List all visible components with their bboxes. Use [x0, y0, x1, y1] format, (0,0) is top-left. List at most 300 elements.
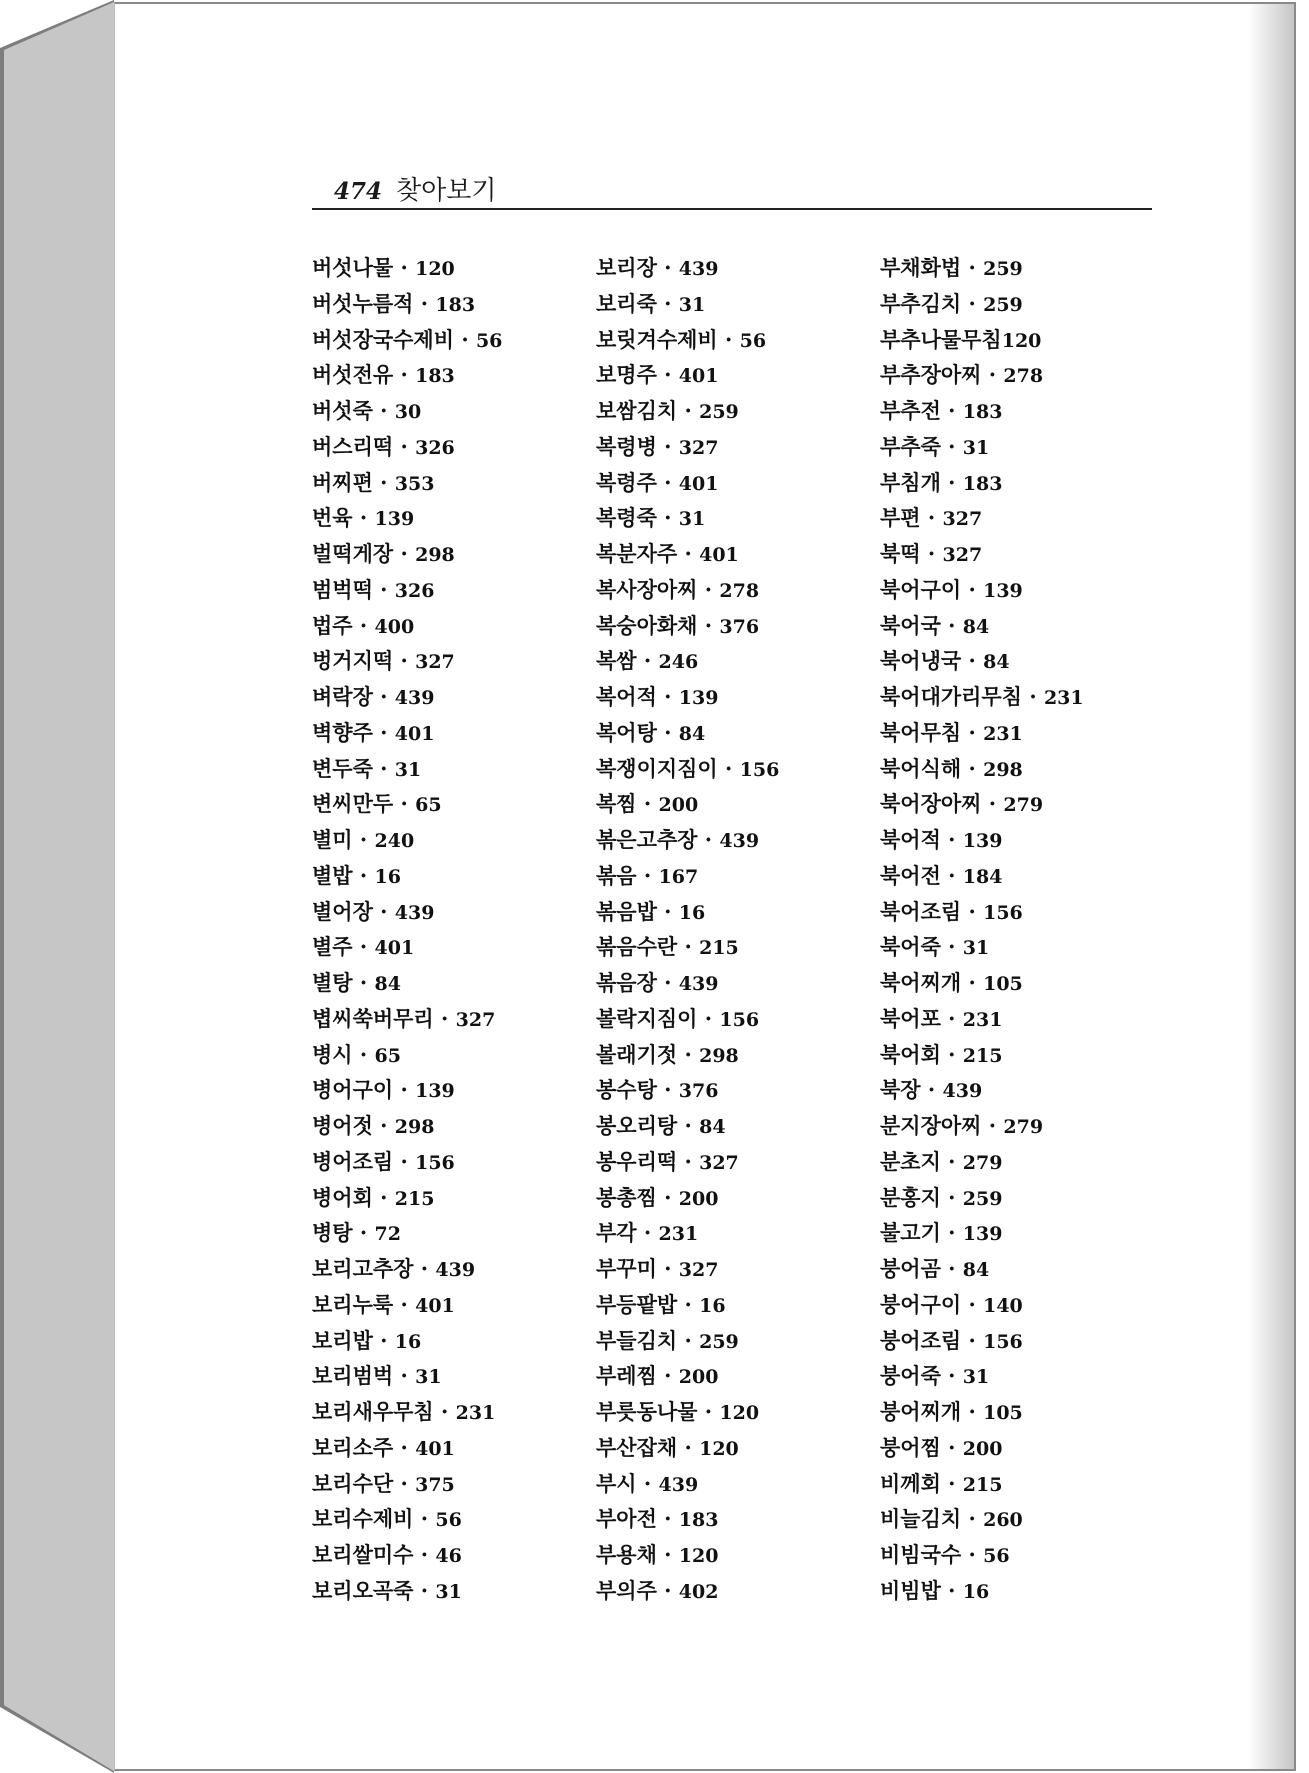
index-term: 부편	[880, 506, 921, 531]
index-separator: ·	[677, 1434, 700, 1460]
index-separator: ·	[940, 1184, 963, 1210]
index-entry	[880, 500, 1132, 536]
index-term: 비께회	[880, 1471, 941, 1496]
index-term: 부산잡채	[596, 1435, 678, 1460]
index-page-number: 56	[435, 1509, 462, 1532]
index-page-number: 200	[962, 1437, 1003, 1460]
index-entry	[596, 393, 880, 429]
index-entry	[596, 858, 880, 894]
index-page-number: 231	[983, 722, 1023, 745]
index-separator: ·	[393, 791, 416, 817]
index-entry	[596, 357, 880, 393]
index-page-number: 156	[739, 758, 780, 781]
index-separator: ·	[961, 898, 984, 924]
index-entry	[312, 679, 596, 715]
index-separator: ·	[352, 827, 375, 852]
index-separator: ·	[656, 1077, 679, 1103]
index-entry	[880, 322, 1132, 358]
index-separator: ·	[656, 1506, 679, 1532]
index-entry	[880, 1573, 1132, 1609]
index-term: 북어국	[880, 613, 941, 638]
index-separator: ·	[961, 1399, 984, 1424]
index-term: 복쟁이지짐이	[596, 756, 718, 781]
index-separator: ·	[940, 612, 963, 638]
index-entry	[312, 786, 596, 822]
index-term: 별탕	[312, 971, 353, 995]
index-term: 볶음	[596, 863, 637, 888]
index-term: 부레찜	[596, 1364, 657, 1389]
page-edge-shadow	[1248, 4, 1294, 1769]
index-separator: ·	[352, 934, 375, 960]
index-separator: ·	[656, 1542, 679, 1567]
index-page-number: 353	[394, 472, 435, 495]
index-page-number: 120	[699, 1437, 739, 1460]
index-separator: ·	[920, 1077, 943, 1103]
index-separator: ·	[940, 1041, 963, 1067]
index-entry	[880, 536, 1132, 572]
index-term: 복령병	[596, 434, 657, 459]
index-page-number: 376	[678, 1080, 719, 1103]
index-separator: ·	[393, 1434, 416, 1460]
index-term: 불고기	[880, 1221, 941, 1246]
index-term: 부아전	[596, 1507, 657, 1532]
index-separator: ·	[372, 719, 395, 745]
index-page-number: 215	[394, 1187, 435, 1210]
index-entry	[312, 1108, 596, 1144]
index-entry	[312, 357, 596, 393]
index-separator: ·	[372, 684, 395, 709]
index-separator: ·	[656, 1363, 679, 1389]
index-term: 부추나물무침	[880, 327, 1002, 352]
index-page-number: 120	[1001, 329, 1042, 352]
index-term: 보리오곡죽	[312, 1578, 414, 1603]
index-separator: ·	[677, 398, 700, 423]
index-entry	[312, 536, 596, 572]
index-separator: ·	[940, 827, 963, 852]
index-page-number: 84	[962, 615, 990, 638]
index-page-number: 327	[678, 436, 719, 459]
index-entry	[880, 1072, 1132, 1108]
index-entry	[312, 1287, 596, 1323]
index-page-number: 327	[942, 544, 983, 566]
index-separator: ·	[352, 612, 375, 638]
header-divider	[312, 208, 1152, 210]
index-term: 복사장아찌	[596, 577, 698, 602]
index-term: 보리장	[596, 256, 657, 280]
index-entry	[596, 1323, 880, 1359]
index-entry	[880, 286, 1132, 322]
index-separator: ·	[393, 648, 416, 674]
index-entry	[312, 822, 596, 858]
index-separator: ·	[433, 1399, 456, 1424]
index-entry	[312, 1072, 596, 1108]
index-page-number: 65	[415, 794, 442, 817]
index-separator: ·	[393, 255, 416, 280]
index-separator: ·	[1022, 684, 1044, 709]
index-separator: ·	[372, 398, 395, 423]
index-separator: ·	[961, 1327, 984, 1353]
index-separator: ·	[656, 1577, 679, 1603]
index-term: 범벅떡	[312, 577, 373, 602]
index-term: 부꾸미	[596, 1257, 657, 1281]
index-page-number: 376	[719, 615, 760, 638]
index-separator: ·	[940, 862, 963, 888]
index-separator: ·	[372, 469, 395, 495]
index-term: 부각	[596, 1221, 637, 1246]
index-term: 북어조림	[880, 899, 962, 924]
index-term: 보리죽	[596, 291, 657, 316]
index-entry	[596, 1430, 880, 1466]
index-page-number: 183	[962, 401, 1003, 423]
index-term: 복숭아화채	[596, 613, 698, 638]
index-term: 북어회	[880, 1042, 941, 1067]
index-separator: ·	[352, 862, 375, 888]
index-separator: ·	[961, 290, 984, 316]
index-term: 병어젓	[312, 1114, 373, 1138]
index-page-number: 401	[415, 1437, 455, 1460]
index-entry	[880, 465, 1132, 501]
index-page-number: 259	[699, 1330, 739, 1353]
index-page-number: 439	[678, 973, 719, 995]
index-page-number: 184	[962, 865, 1003, 888]
index-entry	[880, 1394, 1132, 1430]
index-page-number: 105	[983, 1402, 1023, 1424]
index-page-number: 65	[374, 1044, 401, 1067]
index-term: 병탕	[312, 1221, 353, 1246]
index-separator: ·	[636, 648, 659, 674]
index-page-number: 139	[678, 687, 719, 709]
index-separator: ·	[393, 1077, 416, 1103]
index-separator: ·	[656, 970, 679, 995]
index-term: 보리누룩	[312, 1292, 394, 1317]
index-entry	[880, 894, 1132, 930]
index-page-number: 401	[394, 722, 435, 745]
index-entry	[312, 1001, 596, 1037]
index-entry	[880, 1501, 1132, 1537]
index-separator: ·	[413, 1256, 436, 1281]
index-entry	[596, 1144, 880, 1180]
index-term: 보리수제비	[312, 1507, 414, 1532]
index-separator: ·	[697, 827, 720, 852]
index-separator: ·	[677, 1113, 700, 1138]
index-term: 변두죽	[312, 756, 373, 781]
index-entry	[880, 1430, 1132, 1466]
index-separator: ·	[920, 505, 943, 531]
index-page-number: 31	[678, 293, 706, 316]
index-entry	[312, 1537, 596, 1573]
index-entry	[880, 1037, 1132, 1073]
index-entry	[880, 1251, 1132, 1287]
index-term: 봉우리떡	[596, 1149, 678, 1174]
index-entry	[312, 1501, 596, 1537]
index-term: 북어식해	[880, 756, 962, 781]
index-page-number: 327	[415, 651, 455, 674]
index-separator: ·	[961, 719, 984, 745]
index-term: 보리수단	[312, 1471, 394, 1496]
index-separator: ·	[656, 433, 679, 459]
index-term: 붕어죽	[880, 1364, 941, 1389]
index-term: 북어포	[880, 1006, 941, 1031]
index-separator: ·	[717, 326, 740, 352]
index-entry	[312, 608, 596, 644]
index-entry	[880, 393, 1132, 429]
index-term: 보쌈김치	[596, 399, 678, 423]
index-entry	[596, 715, 880, 751]
index-term: 비빔밥	[880, 1578, 941, 1603]
index-separator: ·	[352, 1220, 375, 1246]
index-separator: ·	[677, 1041, 700, 1067]
index-entry	[880, 786, 1132, 822]
index-page-number: 46	[435, 1545, 462, 1567]
index-entry	[880, 929, 1132, 965]
index-page-number: 120	[678, 1545, 719, 1567]
index-separator: ·	[656, 898, 679, 924]
index-page-number: 156	[415, 1151, 455, 1174]
index-page-number: 215	[962, 1473, 1003, 1496]
index-term: 병어회	[312, 1185, 373, 1210]
index-term: 보명주	[596, 363, 657, 388]
index-separator: ·	[393, 1470, 416, 1496]
index-term: 벙거지떡	[312, 649, 394, 674]
index-separator: ·	[656, 1256, 679, 1281]
index-separator: ·	[393, 362, 416, 388]
index-page-number: 31	[962, 436, 990, 459]
index-separator: ·	[961, 1542, 984, 1567]
index-entry	[596, 894, 880, 930]
index-separator: ·	[393, 433, 416, 459]
index-entry	[880, 1537, 1132, 1573]
index-page-number: 56	[739, 329, 767, 352]
index-entry	[312, 429, 596, 465]
index-term: 복쌈	[596, 649, 637, 674]
index-entry	[312, 465, 596, 501]
index-separator: ·	[656, 290, 679, 316]
index-term: 복찜	[596, 792, 637, 817]
index-separator: ·	[920, 541, 943, 566]
index-entry	[312, 572, 596, 608]
index-page-number: 215	[962, 1044, 1003, 1067]
index-page-number: 231	[962, 1008, 1003, 1031]
index-separator: ·	[940, 1220, 963, 1246]
index-term: 버찌편	[312, 470, 373, 495]
index-page-number: 167	[658, 865, 699, 888]
index-entry	[596, 1394, 880, 1430]
index-page-number: 327	[699, 1151, 739, 1174]
index-separator: ·	[677, 1291, 700, 1317]
index-separator: ·	[697, 1399, 720, 1424]
index-term: 보리소주	[312, 1435, 394, 1460]
index-page-number: 231	[1043, 687, 1084, 709]
index-term: 보리쌀미수	[312, 1543, 414, 1567]
index-entry	[312, 1358, 596, 1394]
index-page-number: 84	[962, 1259, 990, 1281]
index-term: 붕어찜	[880, 1435, 941, 1460]
index-separator: ·	[677, 541, 700, 566]
index-entry	[312, 1394, 596, 1430]
index-term: 북어적	[880, 828, 941, 852]
index-entry	[596, 1108, 880, 1144]
index-separator: ·	[454, 326, 476, 352]
index-page-number: 56	[475, 329, 503, 352]
index-page-number: 401	[678, 472, 719, 495]
index-separator: ·	[677, 934, 700, 960]
index-page-number: 439	[942, 1080, 983, 1103]
index-term: 북어대가리무침	[880, 685, 1023, 709]
index-page-number: 327	[678, 1259, 719, 1281]
index-page-number: 139	[374, 508, 415, 531]
page-title: 찾아보기	[396, 176, 497, 206]
index-separator: ·	[352, 970, 375, 995]
index-page-number: 439	[435, 1259, 476, 1281]
index-entry	[312, 1037, 596, 1073]
index-separator: ·	[940, 1470, 963, 1496]
index-page-number: 278	[719, 579, 760, 602]
index-term: 북어무침	[880, 720, 962, 745]
index-page-number: 326	[394, 579, 435, 602]
index-page-number: 246	[658, 651, 699, 674]
index-entry	[880, 1323, 1132, 1359]
index-entry	[596, 500, 880, 536]
index-page-number: 56	[983, 1545, 1010, 1567]
index-term: 보리밥	[312, 1328, 373, 1353]
index-page-number: 439	[658, 1473, 699, 1496]
index-entry	[880, 751, 1132, 787]
index-term: 봉총찜	[596, 1185, 657, 1210]
index-entry	[880, 1180, 1132, 1216]
index-column-1	[312, 250, 596, 1609]
index-term: 복령주	[596, 470, 657, 495]
index-page-number: 298	[415, 544, 455, 566]
index-term: 버섯장국수제비	[312, 327, 455, 352]
index-entry	[312, 322, 596, 358]
index-page-number: 200	[678, 1187, 719, 1210]
index-separator: ·	[372, 1184, 395, 1210]
index-page-number: 84	[374, 973, 401, 995]
index-term: 버섯전유	[312, 363, 394, 388]
index-page-number: 156	[983, 1330, 1023, 1353]
index-page-number: 260	[983, 1509, 1023, 1532]
index-page-number: 279	[1003, 1116, 1044, 1138]
index-term: 볶음밥	[596, 899, 657, 924]
index-term: 복분자주	[596, 542, 678, 566]
index-entry	[880, 822, 1132, 858]
index-separator: ·	[413, 1542, 436, 1567]
book-spine	[0, 0, 118, 1773]
index-separator: ·	[656, 255, 679, 280]
index-separator: ·	[372, 755, 395, 781]
index-page-number: 16	[699, 1294, 726, 1317]
index-term: 분지장아찌	[880, 1114, 982, 1138]
index-page-number: 401	[374, 937, 415, 960]
index-page-number: 31	[962, 937, 990, 960]
index-term: 볶음장	[596, 971, 657, 995]
index-entry	[880, 1108, 1132, 1144]
index-page-number: 240	[374, 830, 415, 852]
index-term: 벼락장	[312, 685, 373, 709]
index-page-number: 84	[678, 722, 706, 745]
index-entry	[596, 608, 880, 644]
index-term: 부들김치	[596, 1328, 678, 1353]
index-page-number: 401	[699, 544, 739, 566]
index-term: 버섯나물	[312, 256, 394, 280]
index-page-number: 327	[455, 1008, 496, 1031]
index-page-number: 439	[678, 258, 719, 280]
index-entry	[312, 965, 596, 1001]
index-separator: ·	[413, 290, 436, 316]
index-term: 볶은고추장	[596, 828, 698, 852]
index-term: 별밥	[312, 863, 353, 888]
index-entry	[312, 393, 596, 429]
index-entry	[880, 1358, 1132, 1394]
index-entry	[880, 858, 1132, 894]
index-page-number: 298	[394, 1116, 435, 1138]
index-separator: ·	[636, 791, 659, 817]
index-entry	[596, 1215, 880, 1251]
index-entry	[596, 536, 880, 572]
index-entry	[312, 1251, 596, 1287]
index-page-number: 400	[374, 615, 415, 638]
index-entry	[312, 929, 596, 965]
index-term: 별어장	[312, 899, 373, 924]
index-separator: ·	[656, 362, 679, 388]
index-page-number: 183	[962, 472, 1003, 495]
index-entry	[880, 965, 1132, 1001]
index-page-number: 31	[962, 1366, 990, 1389]
index-separator: ·	[940, 1148, 963, 1174]
index-term: 복령죽	[596, 506, 657, 531]
index-term: 비빔국수	[880, 1543, 962, 1567]
index-term: 부채화법	[880, 256, 962, 280]
index-term: 부릇동나물	[596, 1400, 698, 1424]
index-separator: ·	[940, 1256, 963, 1281]
index-separator: ·	[940, 469, 963, 495]
index-separator: ·	[413, 1506, 436, 1532]
index-entry	[596, 643, 880, 679]
index-entry	[312, 858, 596, 894]
page-header	[334, 170, 496, 207]
index-term: 보리고추장	[312, 1257, 414, 1281]
index-separator: ·	[981, 791, 1004, 817]
index-entry	[312, 894, 596, 930]
index-page-number: 105	[983, 973, 1023, 995]
index-page-number: 120	[415, 258, 455, 280]
index-separator: ·	[372, 1113, 395, 1138]
index-page-number: 200	[658, 794, 699, 817]
index-entry	[880, 1001, 1132, 1037]
index-term: 부등팥밥	[596, 1292, 678, 1317]
index-term: 보릿겨수제비	[596, 327, 718, 352]
index-entry	[880, 1215, 1132, 1251]
index-entry	[880, 572, 1132, 608]
index-separator: ·	[940, 1363, 963, 1389]
index-term: 변씨만두	[312, 792, 394, 817]
index-separator: ·	[413, 1577, 436, 1603]
index-term: 북어구이	[880, 577, 962, 602]
index-term: 분초지	[880, 1149, 941, 1174]
index-entry	[880, 643, 1132, 679]
index-entry	[596, 1466, 880, 1502]
index-entry	[312, 1466, 596, 1502]
index-page-number: 183	[435, 293, 476, 316]
index-page-number: 298	[983, 758, 1023, 781]
index-separator: ·	[372, 576, 395, 602]
index-term: 부추김치	[880, 291, 962, 316]
index-term: 부침개	[880, 470, 941, 495]
index-term: 봉수탕	[596, 1078, 657, 1103]
index-term: 버섯누름적	[312, 291, 414, 316]
index-entry	[312, 1430, 596, 1466]
index-separator: ·	[961, 648, 984, 674]
